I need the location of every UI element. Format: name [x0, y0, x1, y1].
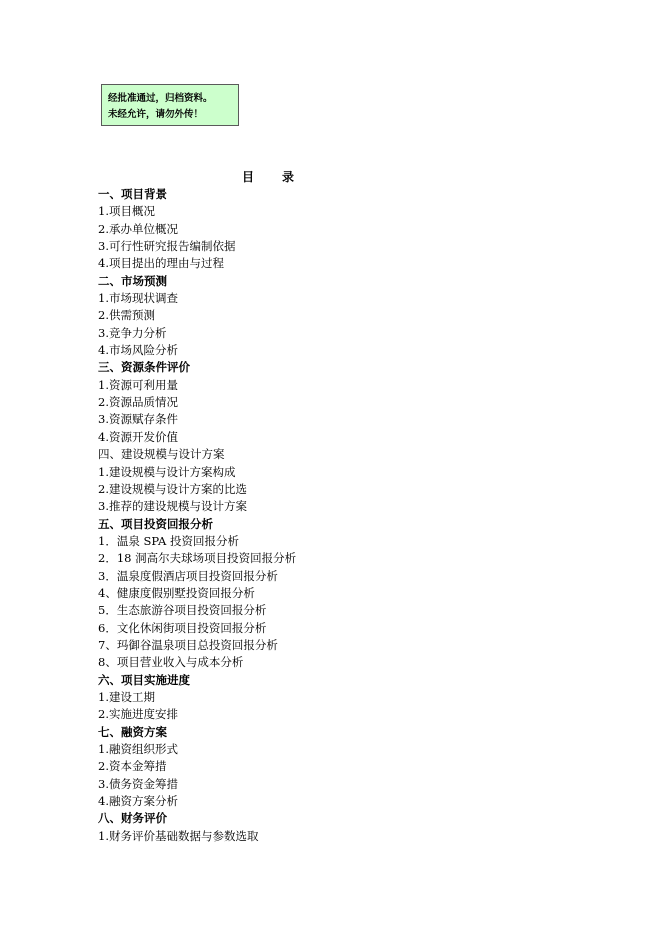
- toc-entry: 5．生态旅游谷项目投资回报分析: [98, 603, 267, 618]
- archive-notice-box: [101, 84, 239, 126]
- toc-entry: 四、建设规模与设计方案: [98, 447, 225, 462]
- toc-entry: 2.资源品质情况: [98, 395, 178, 410]
- notice-line-2: 未经允许，请勿外传！: [108, 109, 204, 120]
- toc-entry: 2.承办单位概况: [98, 221, 178, 236]
- toc-entry: 3．温泉度假酒店项目投资回报分析: [98, 568, 278, 583]
- toc-entry: 1.项目概况: [98, 204, 155, 219]
- toc-entry: 4.项目提出的理由与过程: [98, 256, 224, 271]
- toc-entry: 6．文化休闲街项目投资回报分析: [98, 620, 267, 635]
- toc-section-heading: 五、项目投资回报分析: [98, 516, 213, 531]
- toc-entry: 4.融资方案分析: [98, 794, 178, 809]
- toc-entry: 1.融资组织形式: [98, 742, 178, 756]
- toc-section-heading: 二、市场预测: [98, 273, 167, 288]
- toc-section-heading: 七、融资方案: [98, 724, 167, 739]
- toc-entry: 2.资本金筹措: [98, 759, 167, 774]
- toc-entry: 1.资源可利用量: [98, 377, 178, 392]
- toc-section-heading: 六、项目实施进度: [98, 672, 190, 687]
- toc-entry: 2.实施进度安排: [98, 707, 178, 722]
- toc-section-heading: 三、资源条件评价: [98, 360, 190, 375]
- toc-entry: 3.债务资金筹措: [98, 776, 178, 791]
- toc-entry: 4.资源开发价值: [98, 429, 178, 444]
- toc-entry: 3.竞争力分析: [98, 325, 167, 340]
- toc-entry: 2．18 洞高尔夫球场项目投资回报分析: [98, 551, 297, 566]
- toc-entry: 1.建设工期: [98, 689, 155, 704]
- toc-entry: 2.供需预测: [98, 308, 155, 323]
- toc-section-heading: 一、项目背景: [98, 187, 167, 201]
- toc-entry: 4.市场风险分析: [98, 343, 178, 358]
- toc-entry: 1．温泉 SPA 投资回报分析: [98, 533, 239, 548]
- toc-entry: 2.建设规模与设计方案的比选: [98, 481, 247, 496]
- toc-title: [242, 168, 294, 185]
- toc-entry: 7、玛御谷温泉项目总投资回报分析: [98, 637, 278, 652]
- toc-entry: 1.市场现状调查: [98, 291, 178, 306]
- toc-title-char-1: 目: [242, 170, 255, 184]
- toc-title-char-2: 录: [282, 170, 295, 184]
- toc-section-heading: 八、财务评价: [98, 811, 167, 826]
- toc-entry: 8、项目营业收入与成本分析: [98, 655, 244, 670]
- toc-entry: 3.资源赋存条件: [98, 412, 178, 427]
- toc-entry: 1.建设规模与设计方案构成: [98, 464, 236, 479]
- toc-entry: 3.推荐的建设规模与设计方案: [98, 499, 247, 514]
- toc-entry: 4、健康度假别墅投资回报分析: [98, 585, 255, 600]
- toc-entry: 1.财务评价基础数据与参数选取: [98, 828, 259, 843]
- table-of-contents: [98, 186, 598, 845]
- toc-entry: 3.可行性研究报告编制依据: [98, 239, 236, 254]
- notice-line-1: 经批准通过，归档资料。: [108, 93, 213, 104]
